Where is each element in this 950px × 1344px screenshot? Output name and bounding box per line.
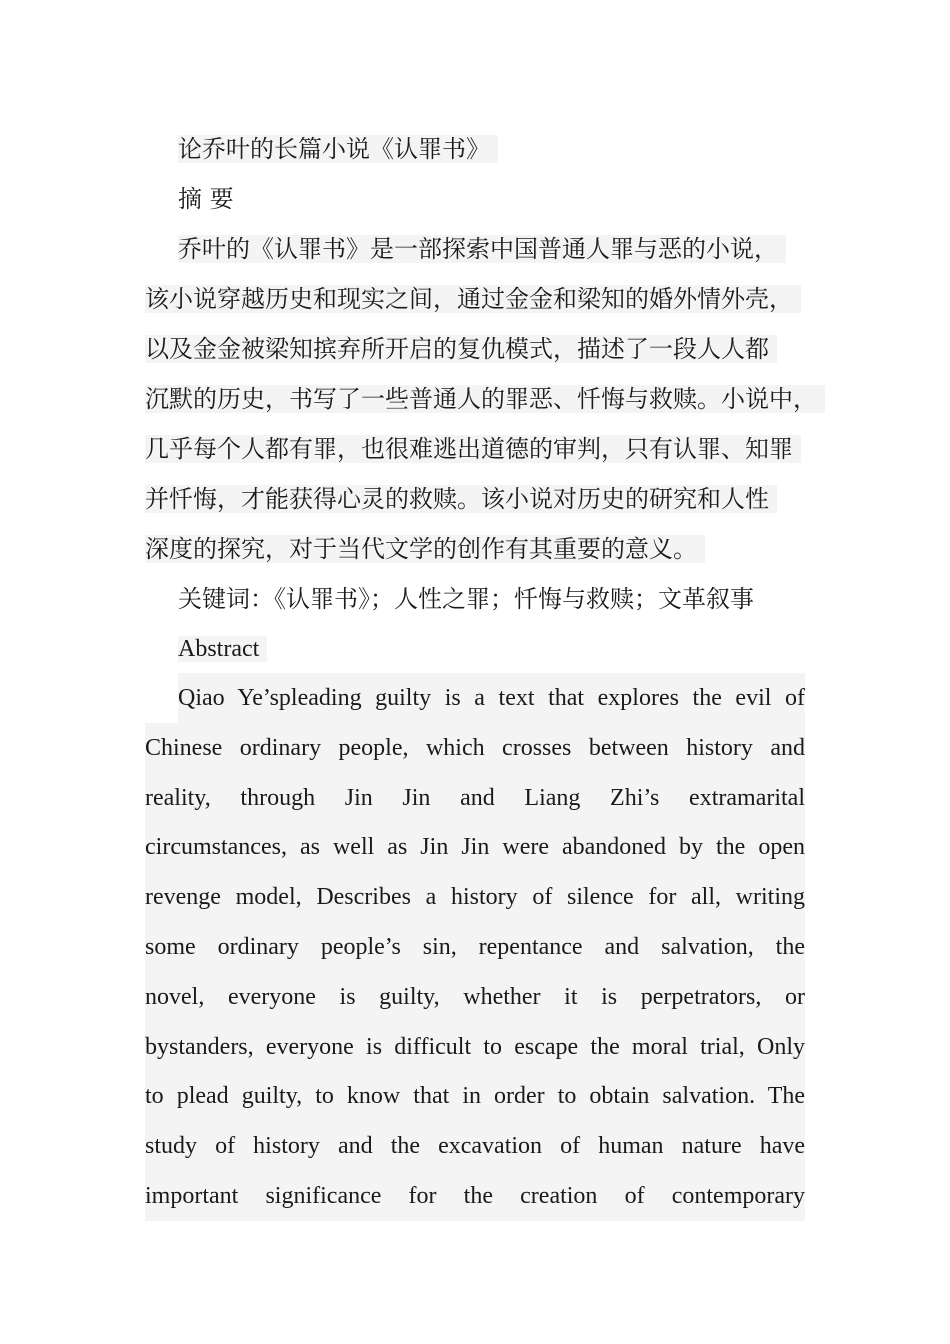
abstract-cn-line-text: 该小说穿越历史和现实之间，通过金金和梁知的婚外情外壳， [145,285,801,313]
abstract-en-line-text: Chinese ordinary people, which crosses between history and [145,723,805,773]
abstract-en-line [145,872,805,922]
abstract-en-line-text: important significance for the creation of contemporary [145,1171,805,1221]
abstract-en-line [145,1071,805,1121]
page-title [178,124,805,174]
abstract-cn-line-text: 乔叶的《认罪书》是一部探索中国普通人罪与恶的小说， [178,235,786,263]
title-text: 论乔叶的长篇小说《认罪书》 [178,135,498,163]
abstract-cn-heading [178,174,805,224]
abstract-cn-line [145,524,805,574]
abstract-cn-line [145,474,805,524]
abstract-en-line-text: study of history and the excavation of human nature have [145,1121,805,1171]
abstract-en-line [145,773,805,823]
abstract-en-line-text: to plead guilty, to know that in order to obtain salvation. The [145,1071,805,1121]
abstract-cn-line-text: 沉默的历史，书写了一些普通人的罪恶、忏悔与救赎。小说中， [145,385,825,413]
abstract-cn-line [145,274,805,324]
abstract-en-line-text: circumstances, as well as Jin Jin were abandoned by the open [145,822,805,872]
abstract-en-line [145,1171,805,1221]
abstract-en-line [145,822,805,872]
abstract-en-line [145,1022,805,1072]
abstract-cn-heading-text: 摘 要 [178,185,234,213]
abstract-cn-line-text: 几乎每个人都有罪，也很难逃出道德的审判，只有认罪、知罪 [145,435,801,463]
abstract-en-line-text: novel, everyone is guilty, whether it is perpetrators, or [145,972,805,1022]
abstract-cn-line [178,224,805,274]
abstract-en-heading [178,624,805,674]
abstract-en-line [145,723,805,773]
abstract-cn-line-text: 并忏悔，才能获得心灵的救赎。该小说对历史的研究和人性 [145,485,777,513]
abstract-en-line [145,1121,805,1171]
abstract-en-line-text: bystanders, everyone is difficult to escape the moral trial, Only [145,1022,805,1072]
keywords-text: 关键词：《认罪书》；人性之罪；忏悔与救赎；文革叙事 [178,585,754,613]
abstract-en-line-text: some ordinary people’s sin, repentance and salvation, the [145,922,805,972]
abstract-en-line [145,972,805,1022]
abstract-en-line-text: revenge model, Describes a history of silence for all, writing [145,872,805,922]
abstract-en-line [178,673,805,723]
abstract-cn-line [145,374,817,424]
abstract-cn-line [145,324,805,374]
abstract-cn-line-text: 深度的探究，对于当代文学的创作有其重要的意义。 [145,535,705,563]
abstract-cn-line [145,424,805,474]
abstract-cn-line-text: 以及金金被梁知摈弃所开启的复仇模式，描述了一段人人都 [145,335,777,363]
abstract-en-line-text: reality, through Jin Jin and Liang Zhi’s extramarital [145,773,805,823]
abstract-en-line [145,922,805,972]
abstract-en-heading-text: Abstract [178,636,267,662]
keywords-line [178,574,805,624]
abstract-en-line-text: Qiao Ye’spleading guilty is a text that explores the evil of [178,673,805,723]
